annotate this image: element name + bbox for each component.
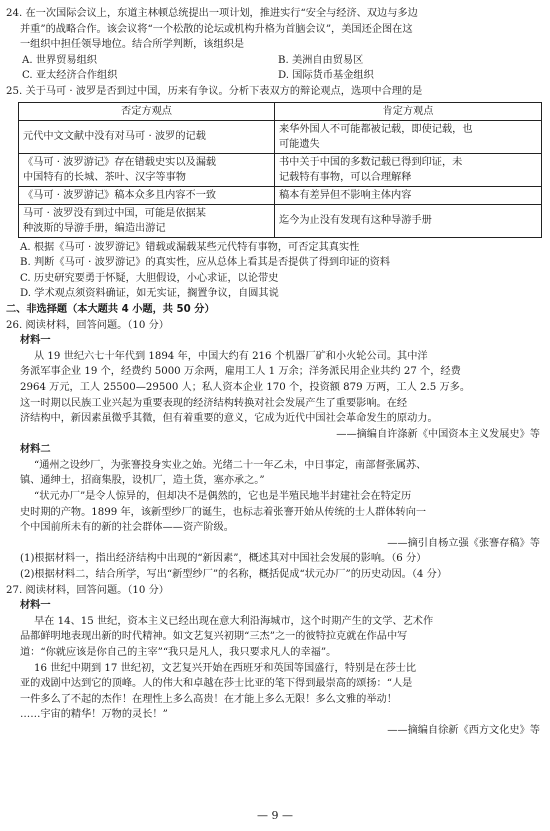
question-24-options-row-1 [6,53,544,69]
question-24-stem-line-2: 并重”的战略合作。该会议将“一个松散的论坛或机构升格为首脑会议”，美国还企图在这 [20,23,413,35]
question-27-stem: 27. 阅读材料，回答问题。（10 分） [6,584,169,596]
question-25-stem: 25. 关于马可 · 波罗是否到过中国，历来有争议。分析下表双方的辩论观点，选项中合理的是 [6,85,423,97]
option-b[interactable]: B. 美洲自由贸易区 [278,54,364,66]
material-2-title: 材料二 [20,444,51,456]
question-25 [6,84,544,302]
question-24-stem-line-3: 一组织中担任领导地位。结合所学判断，该组织是 [20,39,245,51]
material-2-line: 史时期的产物。1899 年，该新型纱厂的诞生，也标志着张謇开始从传统的士人群体转向一 [20,506,427,518]
material-1-line: 亚的戏剧中达到它的顶峰。人的伟大和卓越在莎士比亚的笔下得到最崇高的颂扬：“人是 [20,678,413,690]
page-number: — 9 — [257,809,293,822]
material-1-line: 济结构中，新因素虽微乎其微，但有着重要的意义，它成为近代中国社会革命发生的原动力。 [20,413,438,425]
table-row [19,186,542,204]
option-d[interactable]: D. 国际货币基金组织 [278,70,374,82]
material-1-line: 16 世纪中期到 17 世纪初，文艺复兴开始在西班牙和英国等国盛行，特别是在莎士比 [34,662,417,674]
table-row [19,120,542,153]
debate-table [18,102,542,238]
material-1-line: 2964 万元，工人 25500—29500 人；私人资本企业 170 个，投资额 879 万两，工人 2.5 万多。 [20,381,471,393]
material-1-line: 务派军事企业 19 个，经费约 5000 万余两，雇用工人 1 万余；洋务派民用企业共约 27 个，经费 [20,366,461,378]
table-cell: 稿本有差异但不影响主体内容 [275,186,542,204]
table-cell: 书中关于中国的多数记载已得到印证，未 记载特有事物，可以合理解释 [275,153,542,186]
material-2-line: “通州之设纱厂，为张謇投身实业之始。光绪二十一年乙未，中日事定，南部督张属苏、 [34,459,427,471]
material-1-line: 这一时期以民族工业兴起为重要表现的经济结构转换对社会发展产生了重要影响。在经 [20,397,408,409]
table-header-negative: 否定方观点 [19,102,275,120]
table-cell: 《马可 · 波罗游记》稿本众多且内容不一致 [19,186,275,204]
table-cell: 迄今为止没有发现有这种导游手册 [275,204,542,237]
option-b[interactable]: B. 判断《马可 · 波罗游记》的真实性，应从总体上看其是否提供了得到印证的资料 [20,257,391,269]
sub-question-1: (1)根据材料一，指出经济结构中出现的“新因素”，概述其对中国社会发展的影响。（6 分） [20,553,427,565]
question-24-stem-line-1: 24. 在一次国际会议上，东道主林顿总统提出一项计划，推进实行“安全与经济、双边与多边 [6,8,418,19]
question-27 [6,583,544,739]
option-a[interactable]: A. 世界贸易组织 [22,54,97,66]
material-1-line: 早在 14、15 世纪，资本主义已经出现在意大利沿海城市，这个时期产生的文学、艺术作 [34,615,434,627]
section-heading: 二、非选择题（本大题共 4 小题，共 50 分） [6,303,215,315]
question-24 [6,6,544,84]
material-1-title: 材料一 [20,600,51,612]
table-cell: 来华外国人不可能都被记载，即使记载，也 可能遗失 [275,120,542,153]
table-header-row [19,102,542,120]
sub-question-2: (2)根据材料二，结合所学，写出“新型纱厂”的名称，概括促成“状元办厂”的历史动因。（4 分） [20,569,448,581]
question-26-stem: 26. 阅读材料，回答问题。（10 分） [6,319,169,331]
option-d[interactable]: D. 学术观点须资料确证，如无实证，搁置争议，自圆其说 [20,288,279,300]
material-1-line: 品都鲜明地表现出新的时代精神。如文艺复兴初期“三杰”之一的彼特拉克就在作品中写 [20,631,408,643]
material-1-line: 从 19 世纪六七十年代到 1894 年，中国大约有 216 个机器厂矿和小火轮公司。其中洋 [34,350,428,362]
option-c[interactable]: C. 历史研究要勇于怀疑，大胆假设，小心求证，以论带史 [20,272,279,284]
table-cell: 马可 · 波罗没有到过中国，可能是依据某 种波斯的导游手册，编造出游记 [19,204,275,237]
material-1-line: 道：“你就应该是你自己的主宰”“我只是凡人，我只要求凡人的幸福”。 [20,647,337,658]
table-cell: 《马可 · 波罗游记》存在错载史实以及漏载 中国特有的长城、茶叶、汉字等事物 [19,153,275,186]
table-row [19,153,542,186]
material-1-line: ……宇宙的精华！万物的灵长！” [20,709,168,721]
material-1-line: 一件多么了不起的杰作！在理性上多么高贵！在才能上多么无限！多么文雅的举动！ [20,693,397,705]
material-1-source: ——摘编自徐新《西方文化史》等 [387,724,540,736]
option-c[interactable]: C. 亚太经济合作组织 [22,70,118,82]
material-1-source: ——摘编自许涤新《中国资本主义发展史》等 [336,428,540,440]
material-1-title: 材料一 [20,335,51,347]
exam-page [6,6,544,739]
material-2-line: “状元办厂”是令人惊异的，但却决不是偶然的，它也是半殖民地半封建社会在特定历 [34,491,412,503]
material-2-line: 镇、通绅士，招商集股，设机厂，造土货，塞亦承之。” [20,475,265,487]
material-2-source: ——摘引自杨立强《张謇存稿》等 [387,537,540,549]
table-row [19,204,542,237]
table-cell: 元代中文文献中没有对马可 · 波罗的记载 [19,120,275,153]
material-2-line: 个中国前所未有的新的社会群体——资产阶级。 [20,522,234,534]
option-a[interactable]: A. 根据《马可 · 波罗游记》错载或漏载某些元代特有事物，可否定其真实性 [20,241,360,253]
question-24-options-row-2 [6,68,544,84]
table-header-positive: 肯定方观点 [275,102,542,120]
question-26 [6,318,544,583]
